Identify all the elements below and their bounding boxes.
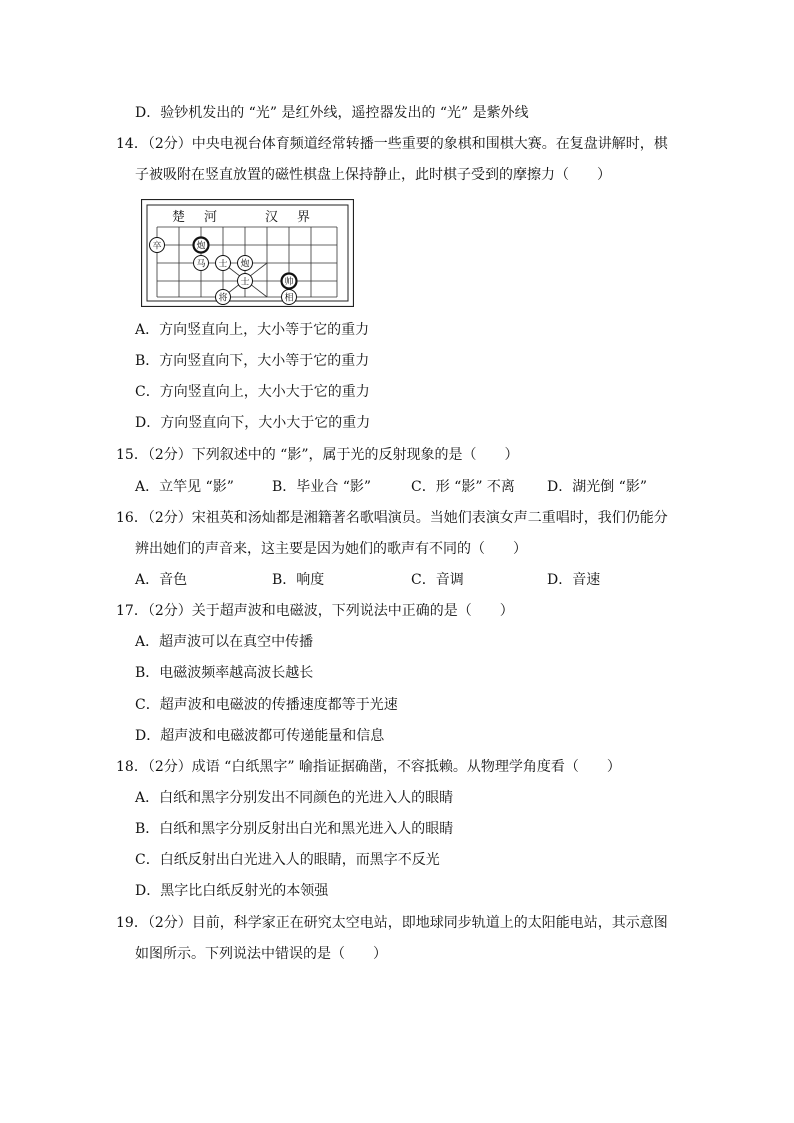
q17-option-d: D．超声波和电磁波都可传递能量和信息 <box>135 728 385 744</box>
q16-option-d: D．音速 <box>547 572 601 588</box>
q14-option-b: B．方向竖直向下，大小等于它的重力 <box>135 353 370 369</box>
q18-option-b: B．白纸和黑字分别反射出白光和黑光进入人的眼睛 <box>135 821 454 837</box>
svg-text:士: 士 <box>240 277 250 288</box>
piece-pao <box>194 238 209 253</box>
q19-stem-line2: 如图所示。下列说法中错误的是（ ） <box>135 946 387 962</box>
svg-text:士: 士 <box>218 259 228 270</box>
svg-text:炮: 炮 <box>240 259 250 270</box>
piece-jiang <box>216 290 231 305</box>
river-char: 河 <box>204 210 218 225</box>
q15-stem: 15．（2分）下列叙述中的 “影”，属于光的反射现象的是（ ） <box>116 447 519 463</box>
q15-option-b: B．毕业合 “影” <box>272 479 372 495</box>
svg-text:帅: 帅 <box>284 277 294 288</box>
q13-option-d: D．验钞机发出的 “光” 是红外线，遥控器发出的 “光” 是紫外线 <box>135 105 529 121</box>
q18-stem: 18．（2分）成语 “白纸黑字” 喻指证据确凿，不容抵赖。从物理学角度看（ ） <box>116 759 621 775</box>
q18-option-a: A．白纸和黑字分别发出不同颜色的光进入人的眼睛 <box>135 790 454 806</box>
piece-shi <box>216 256 231 271</box>
river-char: 汉 <box>265 210 279 225</box>
q16-option-a: A．音色 <box>135 572 188 588</box>
q18-option-d: D．黑字比白纸反射光的本领强 <box>135 883 329 899</box>
piece-ma <box>194 256 209 271</box>
piece-shuai <box>282 274 297 289</box>
q14-option-c: C．方向竖直向上，大小大于它的重力 <box>135 384 370 400</box>
q14-option-a: A．方向竖直向上，大小等于它的重力 <box>135 322 370 338</box>
q17-option-b: B．电磁波频率越高波长越长 <box>135 665 314 681</box>
q17-stem: 17．（2分）关于超声波和电磁波，下列说法中正确的是（ ） <box>116 603 514 619</box>
svg-text:相: 相 <box>284 293 294 304</box>
q14-option-d: D．方向竖直向下，大小大于它的重力 <box>135 415 371 431</box>
q15-option-d: D．湖光倒 “影” <box>547 479 647 495</box>
q14-stem-line1: 14．（2分）中央电视台体育频道经常转播一些重要的象棋和围棋大赛。在复盘讲解时，棋 <box>116 136 668 152</box>
river-char: 界 <box>297 210 311 225</box>
piece-xiang <box>282 290 297 305</box>
q15-option-c: C．形 “影” 不离 <box>411 479 515 495</box>
q16-option-b: B．响度 <box>272 572 325 588</box>
q14-stem-line2: 子被吸附在竖直放置的磁性棋盘上保持静止，此时棋子受到的摩擦力（ ） <box>135 167 611 183</box>
river-char: 楚 <box>172 210 186 225</box>
svg-text:卒: 卒 <box>152 241 162 252</box>
q16-option-c: C．音调 <box>411 572 464 588</box>
piece-pao <box>238 256 253 271</box>
q15-option-a: A．立竿见 “影” <box>135 479 234 495</box>
q18-option-c: C．白纸反射出白光进入人的眼睛，而黑字不反光 <box>135 852 440 868</box>
piece-shi <box>238 274 253 289</box>
svg-text:炮: 炮 <box>196 241 206 252</box>
piece-zu <box>150 238 165 253</box>
chessboard-figure <box>141 199 354 307</box>
q16-stem-line1: 16．（2分）宋祖英和汤灿都是湘籍著名歌唱演员。当她们表演女声二重唱时，我们仍能分 <box>116 510 668 526</box>
svg-text:将: 将 <box>218 293 228 304</box>
q16-stem-line2: 辨出她们的声音来，这主要是因为她们的歌声有不同的（ ） <box>135 541 527 557</box>
q19-stem-line1: 19．（2分）目前，科学家正在研究太空电站，即地球同步轨道上的太阳能电站，其示意图 <box>116 915 668 931</box>
q17-option-a: A．超声波可以在真空中传播 <box>135 634 314 650</box>
q17-option-c: C．超声波和电磁波的传播速度都等于光速 <box>135 697 398 713</box>
svg-text:马: 马 <box>196 259 206 270</box>
